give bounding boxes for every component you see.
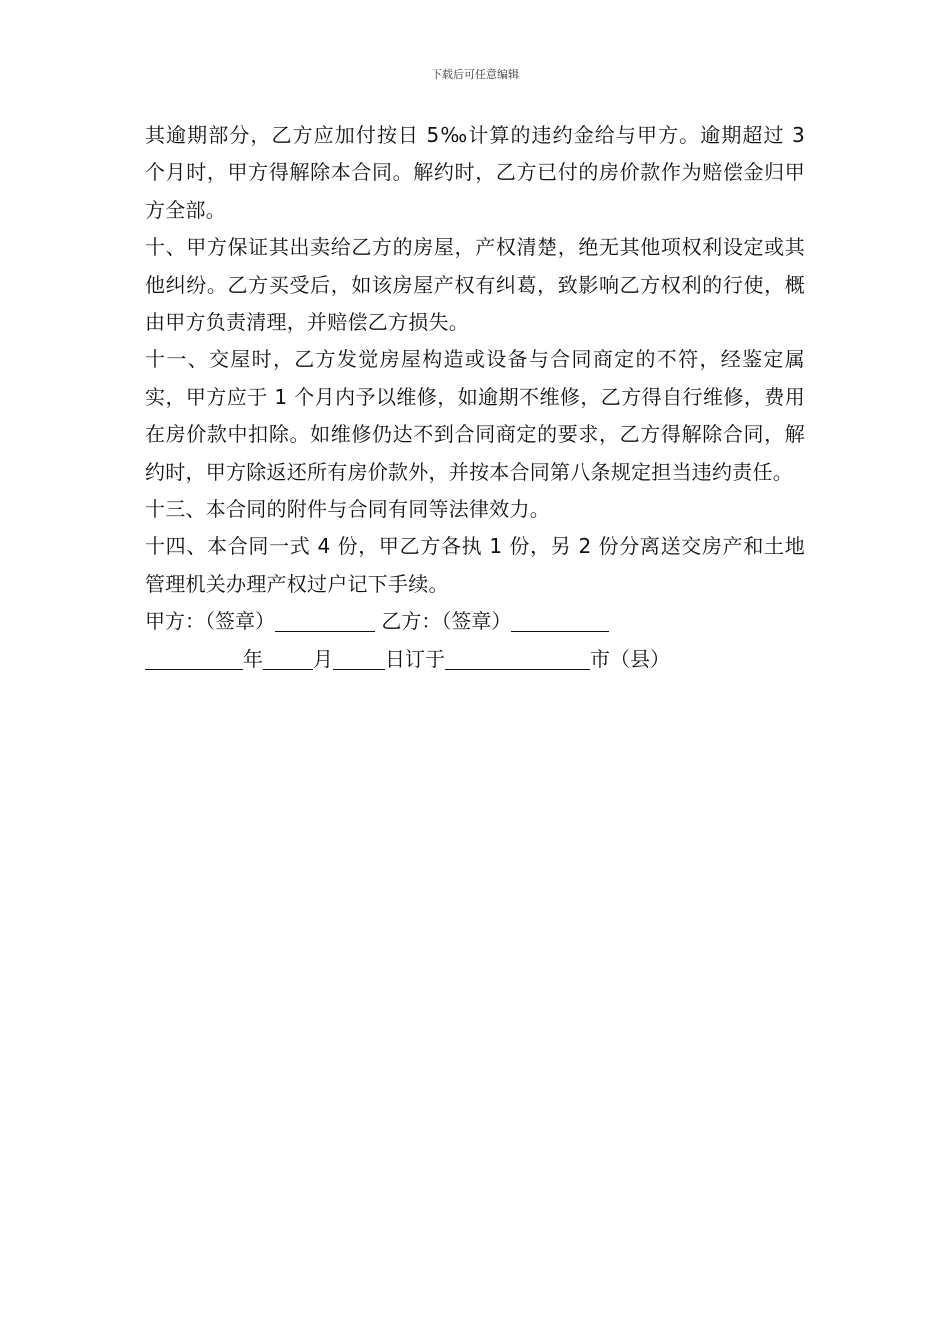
paragraph-clause-10: 十、甲方保证其出卖给乙方的房屋，产权清楚，绝无其他项权利设定或其他纠纷。乙方买受后，如该房屋产权有纠葛，致影响乙方权利的行使，概由甲方负责清理，并赔偿乙方损失。 (145, 235, 805, 335)
paragraph-clause-13: 十三、本合同的附件与合同有同等法律效力。 (145, 497, 550, 522)
contract-body (145, 117, 805, 678)
page-header: 下载后可任意编辑 (431, 68, 519, 81)
day-signed-at-label: 日订于 (385, 646, 445, 671)
day-blank (333, 647, 385, 670)
party-b-signature-blank (511, 609, 609, 632)
party-a-signature-blank (275, 609, 375, 632)
paragraph-clause-14: 十四、本合同一式 4 份，甲乙方各执 1 份，另 2 份分离送交房产和土地管理机关办理产权过户记下手续。 (145, 534, 805, 596)
signature-line (145, 603, 805, 640)
date-line (145, 641, 805, 678)
location-blank (445, 647, 590, 670)
month-blank (263, 647, 313, 670)
party-b-label: 乙方：（签章） (381, 609, 512, 634)
year-label: 年 (243, 646, 263, 671)
city-county-label: 市（县） (590, 646, 670, 671)
month-label: 月 (313, 646, 333, 671)
paragraph-clause-11: 十一、交屋时，乙方发觉房屋构造或设备与合同商定的不符，经鉴定属实，甲方应于 1 个月内予以维修，如逾期不维修，乙方得自行维修，费用在房价款中扣除。如维修仍达不到合同商定的要求，乙方得解除合同，解约时，甲方除返还所有房价款外，并按本合同第八条规定担当违约责任。 (145, 347, 805, 484)
paragraph-late-payment: 其逾期部分，乙方应加付按日 5‰计算的违约金给与甲方。逾期超过 3 个月时，甲方得解除本合同。解约时，乙方已付的房价款作为赔偿金归甲方全部。 (145, 123, 805, 222)
party-a-label: 甲方：（签章） (145, 609, 275, 634)
year-blank (145, 647, 243, 670)
